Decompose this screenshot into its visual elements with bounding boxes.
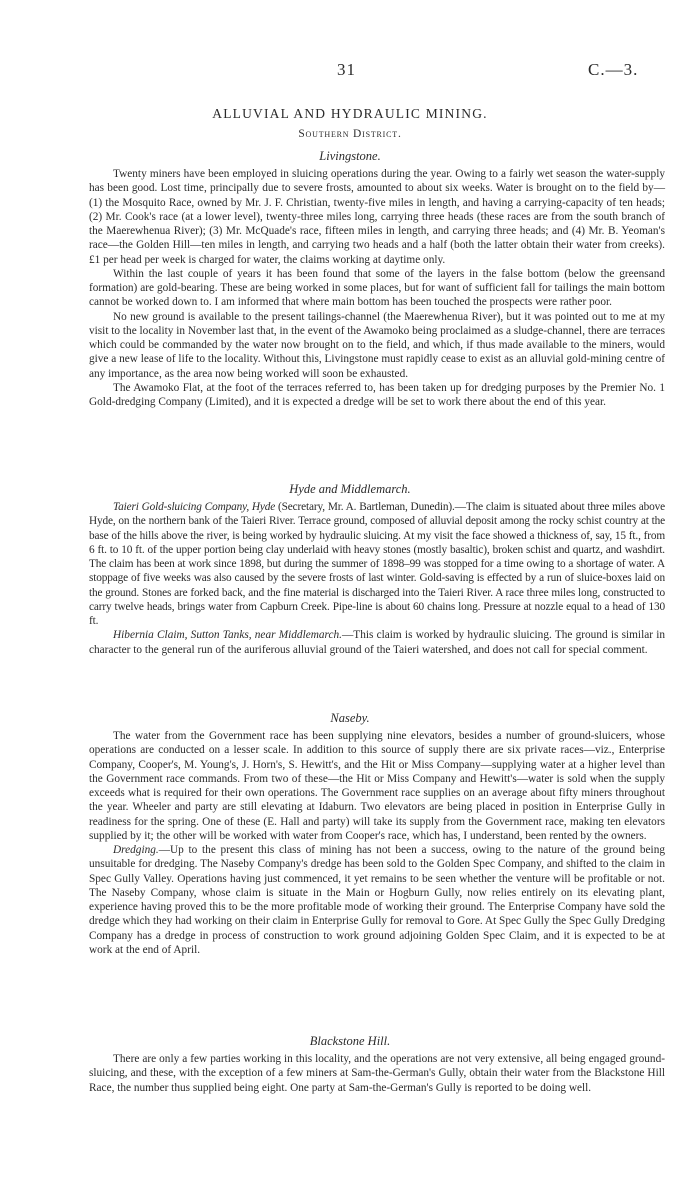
section-body-hyde-middlemarch — [89, 500, 665, 657]
section-heading-livingstone: Livingstone. — [319, 149, 381, 163]
section-heading-hyde-middlemarch: Hyde and Middlemarch. — [289, 482, 411, 496]
claim-name: Taieri Gold-sluicing Company, Hyde — [113, 501, 276, 513]
paragraph — [89, 843, 665, 957]
paragraph-text: —Up to the present this class of mining has not been a success, owing to the nature of the ground being unsuitable for dredging. The Naseby Company's dredge has been sold to the Golden Spec Company, and shifted to the claim in Spec Gully Valley. Operations having just commenced, it yet remains to be seen whether the venture will be profitable or not. The Naseby Company, whose claim is situate in the Main or Hogburn Gully, now relies entirely on its elevating plant, experience having proved this to be the more profitable mode of working their ground. The Enterprise Company have sold the dredge which they had working on their claim in Enterprise Gully for removal to Gore. At Spec Gully the Spec Gully Dredging Company has a dredge in process of construction to work ground adjoining Golden Spec Claim, and it is expected to be at work at the end of April. — [89, 844, 666, 956]
paragraph-text: (Secretary, Mr. A. Bartleman, Dunedin).—The claim is situated about three miles above Hyde, on the northern bank of the Taieri River. Terrace ground, composed of alluvial deposit among the rocky schist country at the base of the hills above the river, is being worked by hydraulic sluicing. At my visit the face showed a thickness of, say, 15 ft., from 6 ft. to 10 ft. of the upper portion being clay underlaid with heavy stones (mostly basaltic), broken schist and quartz, and washdirt. The claim has been at work since 1898, but during the summer of 1898–99 was stopped for a time owing to a shortage of water. A stoppage of five weeks was also caused by the severe frosts of last winter. Gold-saving is effected by a run of sluice-boxes laid on the ground. Stones are forked back, and the fine material is discharged into the Taieri River. A race three miles long, constructed to carry twelve heads, brings water from Capburn Creek. Pipe-line is about 60 chains long. Pressure at nozzle equal to a head of 130 ft. — [89, 501, 665, 627]
paragraph: There are only a few parties working in this locality, and the operations are not very extensive, all being engaged ground-sluicing, and these, with the exception of a few miners at Sam-the-German's Gully, obtain their water from the Blackstone Hill Race, the number thus supplied being eight. One party at Sam-the-German's Gully is reported to be doing well. — [89, 1053, 665, 1094]
paragraph: The Awamoko Flat, at the foot of the terraces referred to, has been taken up for dredging purposes by the Premier No. 1 Gold-dredging Company (Limited), and it is expected a dredge will be set to work there about the end of this year. — [89, 381, 665, 408]
page-number: 31 — [337, 60, 356, 79]
paragraph: Within the last couple of years it has been found that some of the layers in the false bottom (below the greensand formation) are gold-bearing. These are being worked in some places, but for want of sufficient fall for tailings the main bottom cannot be worked down to. I am informed that where main bottom has been touched the prospects were rather poor. — [89, 267, 665, 309]
section-body-naseby — [89, 729, 665, 957]
document-reference: C.—3. — [588, 60, 639, 79]
page-title: ALLUVIAL AND HYDRAULIC MINING. — [212, 106, 488, 121]
paragraph: Twenty miners have been employed in sluicing operations during the year. Owing to a fairly wet season the water-supply has been good. Lost time, principally due to severe frosts, amounted to about six weeks. Water is brought on to the field by—(1) the Mosquito Race, owned by Mr. J. F. Christian, twenty-five miles in length, and having a carrying-capacity of ten heads; (2) Mr. Cook's race (at a lower level), twenty-three miles long, carrying three heads (these races are from the south branch of the Maerewhenua River); (3) Mr. McQuade's race, fifteen miles in length, and carrying three heads; and (4) Mr. B. Yeoman's race—the Golden Hill—ten miles in length, and carrying two heads and a half (both the latter obtain their water from creeks). £1 per head per week is charged for water, the claims working at daytime only. — [89, 168, 665, 266]
section-body-livingstone — [89, 167, 665, 409]
paragraph — [89, 500, 665, 628]
section-body-blackstone-hill — [89, 1052, 665, 1095]
paragraph: The water from the Government race has been supplying nine elevators, besides a number of ground-sluicers, whose operations are conducted on a lesser scale. In addition to this source of supply there are six private races—viz., Enterprise Company, Cooper's, M. Young's, J. Horn's, S. Hewitt's, and the Hit or Miss Company—supplying water at a higher level than the Government race commands. From two of these—the Hit or Miss Company and Hewitt's—water is sold when the supply exceeds what is required for their own operations. The Government race supplies on an average about fifty miners throughout the year. Wheeler and party are still elevating at Idaburn. Two elevators are being placed in position in Enterprise Gully in readiness for the spring. One of these (E. Hall and party) will take its supply from the Government race, making ten elevators supplied by it; the other will be worked with water from Cooper's race, which has, I understand, been rented by the owners. — [89, 730, 665, 842]
paragraph: No new ground is available to the present tailings-channel (the Maerewhenua River), but it was pointed out to me at my visit to the locality in November last that, in the event of the Awamoko being proclaimed as a sludge-channel, there are terraces which could be commanded by the water now brought on to the field, and which, if thus made available to the miners, would give a new lease of life to the locality. Without this, Livingstone must rapidly cease to exist as an alluvial gold-mining centre of any importance, as the area now being worked will soon be exhausted. — [89, 310, 665, 380]
section-heading-naseby: Naseby. — [330, 711, 370, 725]
paragraph — [89, 628, 665, 657]
paragraph-text: —This claim is worked by hydraulic sluicing. The ground is similar in character to the general run of the auriferous alluvial ground of the Taieri watershed, and does not call for special comment. — [89, 629, 665, 656]
district-subtitle: Southern District. — [298, 128, 402, 140]
section-heading-blackstone-hill: Blackstone Hill. — [309, 1034, 391, 1048]
subheading-dredging: Dredging. — [113, 844, 159, 856]
claim-name: Hibernia Claim, Sutton Tanks, near Middlemarch. — [113, 629, 342, 642]
